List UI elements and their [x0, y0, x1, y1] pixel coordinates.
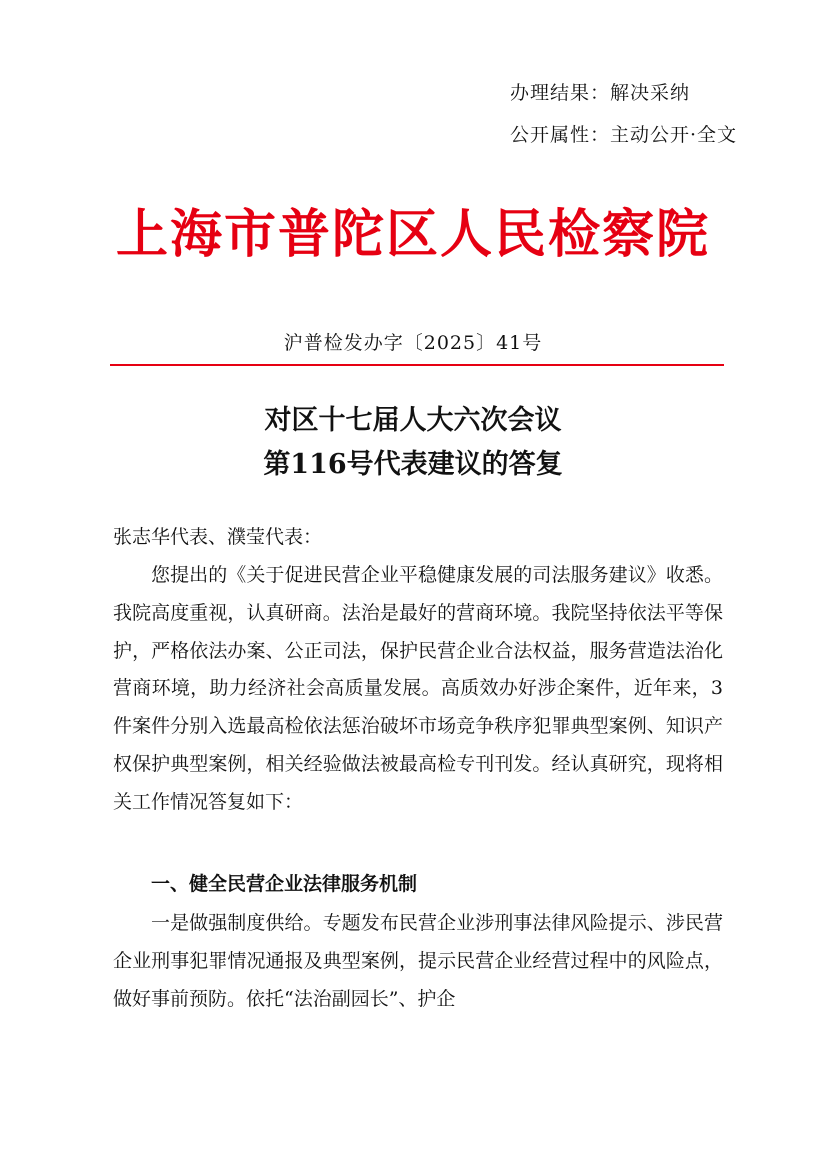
organization-name-heading: 上海市普陀区人民检察院 — [115, 204, 710, 265]
body-paragraph-intro: 您提出的《关于促进民营企业平稳健康发展的司法服务建议》收悉。我院高度重视，认真研商。法治是最好的营商环境。我院坚持依法平等保护，严格依法办案、公正司法，保护民营企业合法权益，服务营造法治化营商环境，助力经济社会高质量发展。高质效办好涉企案件，近年来，3件案件分别入选最高检依法惩治破坏市场竞争秩序犯罪典型案例、知识产权保护典型案例，相关经验做法被最高检专刊刊发。经认真研究，现将相关工作情况答复如下： — [113, 564, 723, 813]
salutation: 张志华代表、濮莹代表： — [113, 526, 323, 548]
section-heading-1: 一、健全民营企业法律服务机制 — [151, 873, 418, 895]
disclosure-attribute: 公开属性：主动公开·全文 — [510, 124, 738, 146]
document-number: 沪普检发办字〔2025〕41号 — [283, 332, 543, 354]
handling-result: 办理结果：解决采纳 — [510, 82, 691, 104]
document-title-line2: 第116号代表建议的答复 — [263, 449, 563, 480]
document-title-line1: 对区十七届人大六次会议 — [264, 405, 562, 436]
red-divider-line — [110, 364, 724, 366]
body-paragraph-section1: 一是做强制度供给。专题发布民营企业涉刑事法律风险提示、涉民营企业刑事犯罪情况通报及典型案例，提示民营企业经营过程中的风险点，做好事前预防。依托“法治副园长”、护企 — [113, 912, 723, 1010]
